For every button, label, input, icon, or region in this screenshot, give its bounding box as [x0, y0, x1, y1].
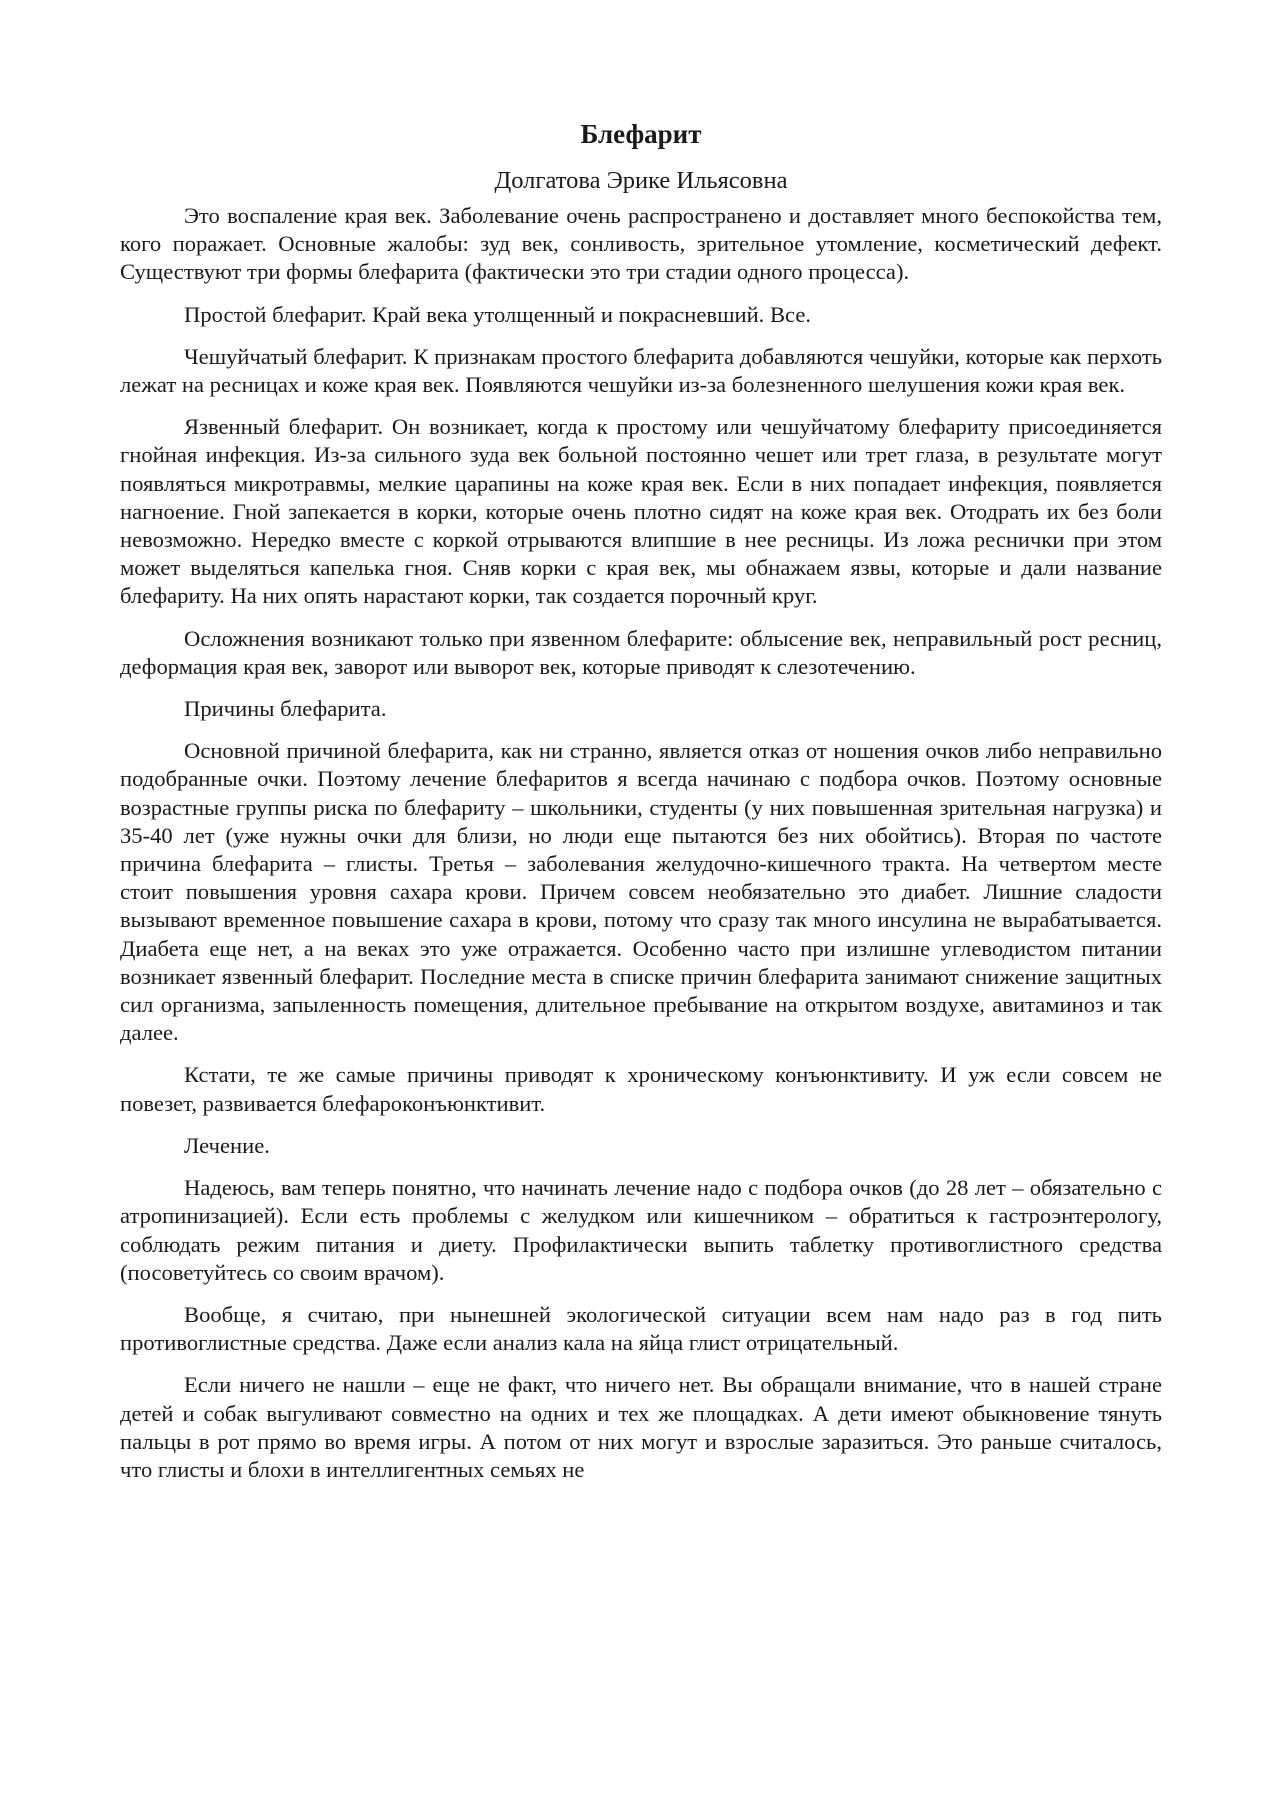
paragraph-continuation: Если ничего не нашли – еще не факт, что ничего нет. Вы обращали внимание, что в нашей стране детей и собак выгуливают совместно на одних и тех же площадках. А дети имеют обыкновение тянуть пальцы в рот прямо во время игры. А потом от них могут и взрослые заразиться. Это раньше считалось, что глисты и блохи в интеллигентных семьях не — [120, 1372, 1162, 1482]
paragraph-complications: Осложнения возникают только при язвенном блефарите: облысение век, неправильный рост ресниц, деформация края век, заворот или выворот век, которые приводят к слезотечению. — [120, 625, 1162, 679]
document-body — [120, 118, 1162, 1498]
paragraph-causes: Основной причиной блефарита, как ни странно, является отказ от ношения очков либо неправильно подобранные очки. Поэтому лечение блефаритов я всегда начинаю с подбора очков. Поэтому основные возрастные группы риска по блефариту – школьники, студенты (у них повышенная зрительная нагрузка) и 35-40 лет (уже нужны очки для близи, но люди еще пытаются без них обойтись). Вторая по частоте причина блефарита – глисты. Третья – заболевания желудочно-кишечного тракта. На четвертом месте стоит повышения уровня сахара крови. Причем совсем необязательно это диабет. Лишние сладости вызывают временное повышение сахара в крови, потому что сразу так много инсулина не вырабатывается. Диабета еще нет, а на веках это уже отражается. Особенно часто при излишне углеводистом питании возникает язвенный блефарит. Последние места в списке причин блефарита занимают снижение защитных сил организма, запыленность помещения, длительное пребывание на открытом воздухе, авитаминоз и так далее. — [120, 738, 1162, 1046]
paragraph-conjunctivitis: Кстати, те же самые причины приводят к хроническому конъюнктивиту. И уж если совсем не повезет, развивается блефароконъюнктивит. — [120, 1062, 1162, 1116]
paragraph-intro: Это воспаление края век. Заболевание очень распространено и доставляет много беспокойства тем, кого поражает. Основные жалобы: зуд век, сонливость, зрительное утомление, косметический дефект. Существуют три формы блефарита (фактически это три стадии одного процесса). — [120, 203, 1162, 285]
paragraph-causes-heading: Причины блефарита. — [184, 696, 387, 722]
document-author: Долгатова Эрике Ильясовна — [494, 167, 788, 194]
paragraph-antiparasitic: Вообще, я считаю, при нынешней экологической ситуации всем нам надо раз в год пить противоглистные средства. Даже если анализ кала на яйца глист отрицательный. — [120, 1301, 1162, 1356]
paragraph-simple-blepharitis: Простой блефарит. Край века утолщенный и покрасневший. Все. — [184, 301, 812, 327]
document-title: Блефарит — [580, 119, 702, 149]
paragraph-ulcerative-blepharitis: Язвенный блефарит. Он возникает, когда к простому или чешуйчатому блефариту присоединяется гнойная инфекция. Из-за сильного зуда век больной постоянно чешет или трет глаза, в результате могут появляться микротравмы, мелкие царапины на коже края век. Если в них попадает инфекция, появляется нагноение. Гной запекается в корки, которые очень плотно сидят на коже края век. Отодрать их без боли невозможно. Нередко вместе с коркой отрываются влипшие в нее ресницы. Из ложа реснички при этом может выделяться капелька гноя. Сняв корки с края век, мы обнажаем язвы, которые и дали название блефариту. На них опять нарастают корки, так создается порочный круг. — [120, 414, 1162, 609]
paragraph-scaly-blepharitis: Чешуйчатый блефарит. К признакам простого блефарита добавляются чешуйки, которые как перхоть лежат на ресницах и коже края век. Появляются чешуйки из-за болезненного шелушения кожи края век. — [120, 343, 1162, 398]
paragraph-treatment-heading: Лечение. — [184, 1132, 270, 1158]
paragraph-treatment: Надеюсь, вам теперь понятно, что начинать лечение надо с подбора очков (до 28 лет – обязательно с атропинизацией). Если есть проблемы с желудком или кишечником – обратиться к гастроэнтерологу, соблюдать режим питания и диету. Профилактически выпить таблетку противоглистного средства (посоветуйтесь со своим врачом). — [120, 1175, 1162, 1285]
